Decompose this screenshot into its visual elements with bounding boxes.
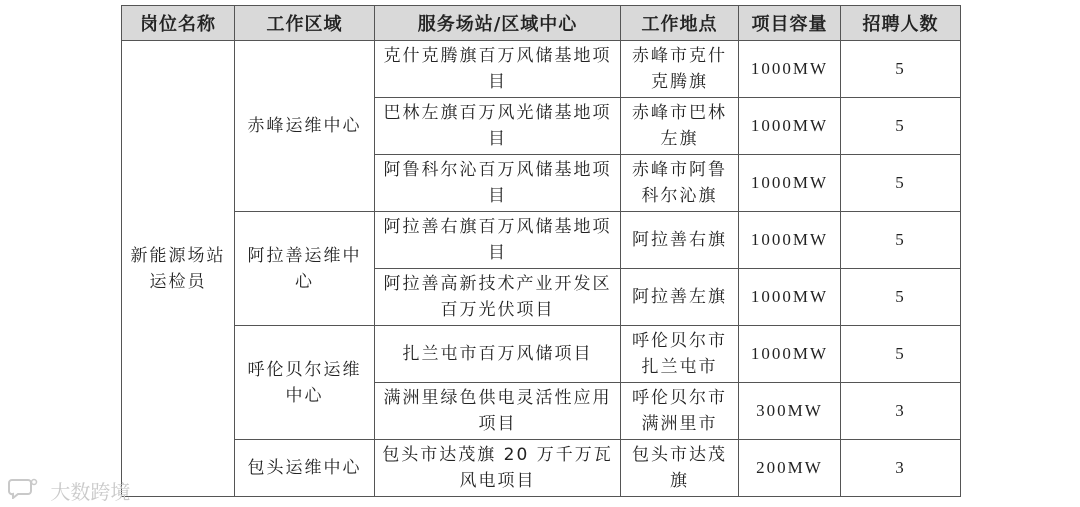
count-cell: 5 [841,269,961,326]
header-region: 工作区域 [235,6,375,41]
region-cell-hulunbuir: 呼伦贝尔运维中心 [235,326,375,440]
station-cell: 阿鲁科尔沁百万风储基地项目 [375,155,621,212]
watermark [8,476,130,505]
station-cell: 满洲里绿色供电灵活性应用项目 [375,383,621,440]
table-row [122,212,961,269]
location-cell: 阿拉善右旗 [621,212,739,269]
header-capacity: 项目容量 [739,6,841,41]
position-cell: 新能源场站运检员 [122,41,235,497]
header-position: 岗位名称 [122,6,235,41]
station-cell: 阿拉善右旗百万风储基地项目 [375,212,621,269]
header-location: 工作地点 [621,6,739,41]
location-cell: 赤峰市阿鲁科尔沁旗 [621,155,739,212]
capacity-cell: 1000MW [739,155,841,212]
location-cell: 呼伦贝尔市满洲里市 [621,383,739,440]
table-row [122,440,961,497]
station-cell: 扎兰屯市百万风储项目 [375,326,621,383]
table-row [122,326,961,383]
location-cell: 阿拉善左旗 [621,269,739,326]
station-cell: 阿拉善高新技术产业开发区百万光伏项目 [375,269,621,326]
recruitment-table [121,5,961,497]
count-cell: 5 [841,326,961,383]
station-cell: 包头市达茂旗 20 万千万瓦风电项目 [375,440,621,497]
capacity-cell: 1000MW [739,269,841,326]
header-count: 招聘人数 [841,6,961,41]
watermark-text: 大数跨境 [50,480,131,504]
region-cell-alashan: 阿拉善运维中心 [235,212,375,326]
table-header-row [122,6,961,41]
location-cell: 赤峰市巴林左旗 [621,98,739,155]
count-cell: 3 [841,440,961,497]
capacity-cell: 1000MW [739,98,841,155]
station-cell: 克什克腾旗百万风储基地项目 [375,41,621,98]
location-cell: 包头市达茂旗 [621,440,739,497]
count-cell: 3 [841,383,961,440]
region-cell-baotou: 包头运维中心 [235,440,375,497]
count-cell: 5 [841,98,961,155]
location-cell: 呼伦贝尔市扎兰屯市 [621,326,739,383]
capacity-cell: 300MW [739,383,841,440]
location-cell: 赤峰市克什克腾旗 [621,41,739,98]
capacity-cell: 1000MW [739,41,841,98]
capacity-cell: 1000MW [739,326,841,383]
capacity-cell: 1000MW [739,212,841,269]
speech-bubble-logo-icon [8,477,44,504]
capacity-cell: 200MW [739,440,841,497]
count-cell: 5 [841,212,961,269]
region-cell-chifeng: 赤峰运维中心 [235,41,375,212]
header-station: 服务场站/区域中心 [375,6,621,41]
count-cell: 5 [841,155,961,212]
count-cell: 5 [841,41,961,98]
table-row [122,41,961,98]
station-cell: 巴林左旗百万风光储基地项目 [375,98,621,155]
